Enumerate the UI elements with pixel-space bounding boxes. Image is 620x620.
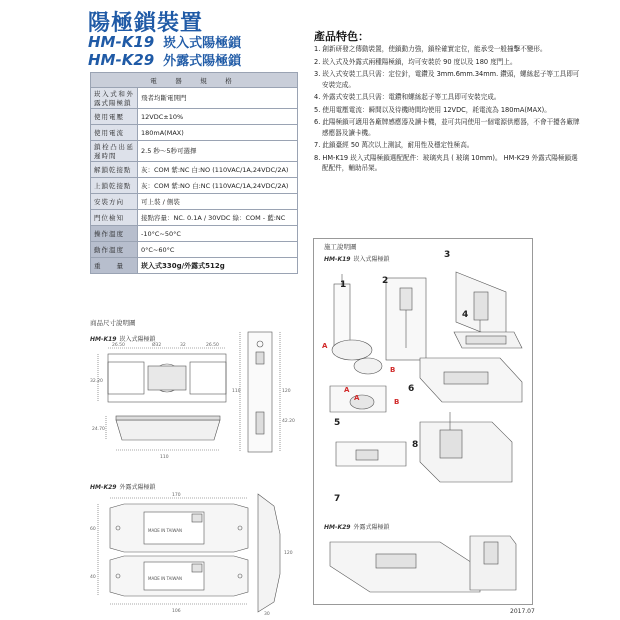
model-desc: 外露式陽極鎖 — [163, 54, 242, 69]
marker-label: A — [344, 386, 350, 394]
feature-item: 2. 崁入式及外露式兩種陽極鎖，均可安裝於 90 度以及 180 度門上。 — [314, 57, 517, 66]
spec-value: 灰：COM 紫:NO 白:NC (110VAC/1A,24VDC/2A) — [138, 178, 298, 194]
spec-row — [91, 88, 298, 109]
spec-value: 0°C~60°C — [138, 242, 298, 258]
spec-key: 解鎖乾接點 — [91, 162, 138, 178]
dim-label: 106 — [172, 609, 181, 614]
model-code: HM-K19 — [88, 33, 155, 51]
dim-label: 26.50 — [206, 343, 219, 348]
spec-key: 使用電壓 — [91, 109, 138, 125]
k29-install-drawing — [320, 532, 525, 600]
spec-value: 2.5 秒～5秒可選擇 — [138, 141, 298, 162]
feature-item: 8. HM-K19 崁入式陽極鎖選配配件：玻璃夾具 ( 玻璃 10mm)。 HM-K29 外露式陽極鎖選配配件，輔助吊架。 — [314, 153, 578, 172]
spec-row — [91, 109, 298, 125]
feature-item: 1. 創新研發之傳動裝置，使鎖動力強，鎖栓確實定位，能承受一般撞擊不變形。 — [314, 45, 547, 53]
step-number: 6 — [408, 384, 415, 394]
document-date: 2017.07 — [510, 608, 535, 615]
step-number: 7 — [334, 494, 341, 504]
spec-value: -10°C~50°C — [138, 226, 298, 242]
spec-row — [91, 226, 298, 242]
spec-row — [91, 141, 298, 162]
dim-label: 110 — [160, 455, 169, 460]
feature-item: 7. 此鎖臺經 50 萬次以上測試，耐用性及穩定性極高。 — [314, 141, 474, 149]
model-line-k29 — [88, 50, 241, 69]
model-line-k19 — [88, 32, 241, 51]
dim-label: 26.50 — [112, 343, 125, 348]
spec-key: 操作溫度 — [91, 226, 138, 242]
model-code: HM-K29 — [88, 51, 155, 69]
spec-row — [91, 194, 298, 210]
feature-item: 6. 此陽極鎖可適用各廠牌感應器及讀卡機，並可共同使用一個電源供應器，不會干擾各廠牌感應器及讀卡機。 — [314, 118, 580, 137]
model-desc: 外露式陽極鎖 — [119, 484, 156, 491]
dim-label: Ø32 — [152, 343, 162, 348]
spec-value: 接點容量：NC. 0.1A / 30VDC 綠：COM - 藍:NC — [138, 210, 298, 226]
step-number: 8 — [412, 440, 419, 450]
spec-key: 鎖栓凸出延遲時間 — [91, 141, 138, 162]
spec-value: 灰：COM 紫:NC 白:NO (110VAC/1A,24VDC/2A) — [138, 162, 298, 178]
spec-value: 崁入式330g/外露式512g — [138, 258, 298, 274]
spec-row — [91, 162, 298, 178]
spec-row — [91, 125, 298, 141]
dim-label: 110 — [232, 389, 241, 394]
marker-label: B — [394, 398, 400, 406]
dim-label: 42.20 — [282, 419, 295, 424]
spec-row — [91, 258, 298, 274]
feature-item: 3. 崁入式安裝工具只需：定位針，電鑽及 3mm.6mm.34mm. 鑽頭，螺絲起子等工具即可安裝完成。 — [314, 70, 580, 89]
spec-row — [91, 210, 298, 226]
dim-label: 24.70 — [92, 427, 105, 432]
dim-label: 32 — [180, 343, 186, 348]
dim-label: 120 — [282, 389, 291, 394]
spec-key: 崁入式和外露式陽極鎖 — [91, 88, 138, 109]
marker-label: B — [390, 366, 396, 374]
spec-value: 12VDC±10% — [138, 109, 298, 125]
features-title: 產品特色： — [314, 30, 369, 43]
model-code: HM-K19 — [324, 256, 351, 263]
plate-text: MADE IN TAIWAN — [148, 576, 183, 581]
spec-value: 飛者均斷電開門 — [138, 88, 298, 109]
features-list — [314, 44, 582, 176]
k29-dim-label — [90, 482, 156, 491]
spec-key: 重 量 — [91, 258, 138, 274]
spec-row — [91, 242, 298, 258]
dim-label: 30 — [264, 612, 270, 617]
page-title: 陽極鎖裝置 — [88, 11, 204, 36]
spec-row — [91, 178, 298, 194]
model-code: HM-K19 — [90, 336, 117, 343]
step-number: 1 — [340, 280, 347, 290]
dim-label: 170 — [172, 493, 181, 498]
feature-item: 5. 使用電壓電流：瞬間以及待機時間均使用 12VDC，耗電流為 180mA(MAX)。 — [314, 105, 551, 114]
step-number: 4 — [462, 310, 469, 320]
dim-label: 60 — [90, 527, 96, 532]
model-desc: 外露式陽極鎖 — [353, 524, 390, 531]
k19-dimension-drawing — [88, 342, 293, 462]
marker-label: A — [322, 342, 328, 350]
spec-value: 180mA(MAX) — [138, 125, 298, 141]
spec-key: 門位檢知 — [91, 210, 138, 226]
k29-dimension-drawing — [88, 494, 298, 616]
dim-label: 32.20 — [90, 379, 103, 384]
spec-key: 上鎖乾接點 — [91, 178, 138, 194]
dim-label: 40 — [90, 575, 96, 580]
spec-key: 安裝方向 — [91, 194, 138, 210]
step-number: 2 — [382, 276, 389, 286]
model-code: HM-K29 — [90, 484, 117, 491]
feature-item: 4. 外露式安裝工具只需：電鑽和螺絲起子等工具即可安裝完成。 — [314, 93, 501, 101]
step-number: 3 — [444, 250, 451, 260]
install-label: 施工說明圖 — [324, 243, 357, 251]
model-desc: 崁入式陽極鎖 — [119, 336, 156, 343]
plate-text: MADE IN TAIWAN — [148, 528, 183, 533]
marker-label: A — [354, 394, 360, 402]
model-code: HM-K29 — [324, 524, 351, 531]
step-number: 5 — [334, 418, 341, 428]
spec-key: 動作溫度 — [91, 242, 138, 258]
spec-table — [90, 72, 298, 274]
k29-install-label — [324, 522, 390, 531]
model-desc: 崁入式陽極鎖 — [163, 36, 242, 51]
dim-label: 120 — [284, 551, 293, 556]
spec-table-header: 電 器 規 格 — [91, 73, 298, 88]
spec-key: 使用電流 — [91, 125, 138, 141]
spec-value: 可上裝 / 側裝 — [138, 194, 298, 210]
dimensions-label: 商品尺寸說明圖 — [90, 319, 136, 327]
model-desc: 崁入式陽極鎖 — [353, 256, 390, 263]
